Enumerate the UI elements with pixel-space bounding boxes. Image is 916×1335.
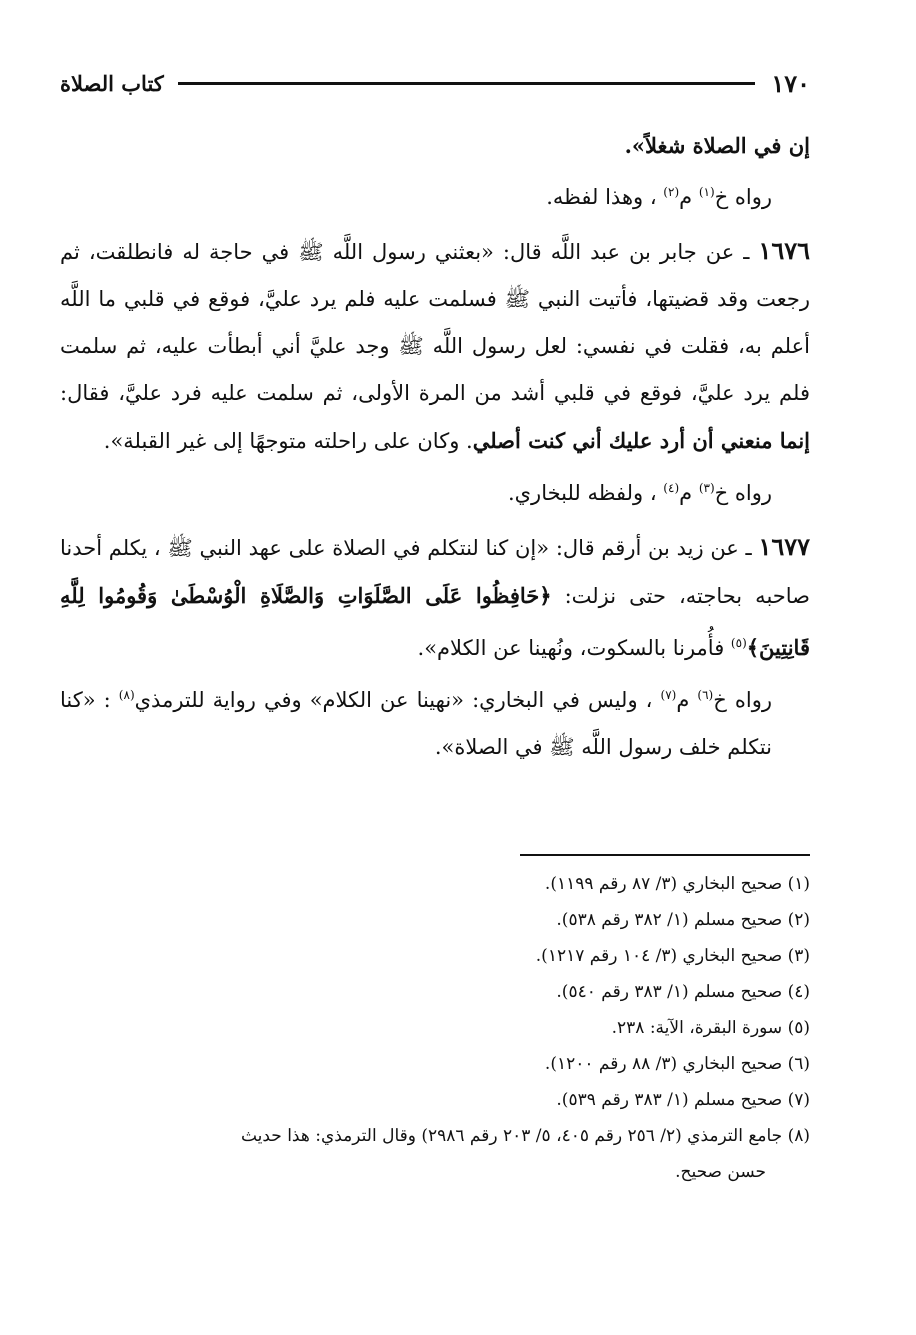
footnote-4: (٤) صحيح مسلم (١/ ٣٨٣ رقم ٥٤٠). [556, 982, 810, 1002]
footnote-ref-5: (٥) [730, 636, 747, 650]
citation-tail: ، وهذا لفظه. [546, 185, 664, 209]
hadith-text-end: فأُمرنا بالسكوت، ونُهينا عن الكلام». [417, 636, 731, 660]
footnotes [60, 866, 810, 1190]
citation-rawah: رواه خ [714, 185, 772, 209]
citation-rawah: رواه خ [714, 481, 772, 505]
book-title: كتاب الصلاة [60, 70, 164, 96]
footnote-8 [60, 1118, 810, 1190]
hadith-number: ١٦٧٦ [758, 236, 810, 265]
hadith-number: ١٦٧٧ [758, 532, 810, 561]
hadith-1677-citation [60, 672, 810, 771]
quran-verse: ﴿حَافِظُوا عَلَى الصَّلَوَاتِ وَالصَّلَاةِ الْوُسْطَىٰ وَقُومُوا لِلَّهِ قَانِتِينَ﴾ [60, 583, 810, 660]
hadith-text: ـ عن جابر بن عبد اللَّه قال: «بعثني رسول اللَّه ﷺ في حاجة له فانطلقت، ثم رجعت وقد قضيتها، فأتيت النبي ﷺ فسلمت عليه فلم يرد عليَّ، فوقع في قلبي ما اللَّه أعلم به، فقلت في نفسي: لعل رسول اللَّه ﷺ وجد عليَّ أني أبطأت عليه، ثم سلمت فلم يرد عليَّ، فوقع في قلبي أشد من المرة الأولى، ثم سلمت عليه فرد عليَّ، فقال: [60, 240, 810, 405]
citation-tail: ، ولفظه للبخاري. [507, 481, 664, 505]
footnote-3: (٣) صحيح البخاري (٣/ ١٠٤ رقم ١٢١٧). [535, 946, 810, 966]
citation-tail-end: : «كنا نتكلم خلف رسول اللَّه ﷺ في الصلاة». [60, 688, 772, 759]
citation-tail: ، وليس في البخاري: «نهينا عن الكلام» وفي رواية للترمذي [134, 688, 661, 712]
footnote-7: (٧) صحيح مسلم (١/ ٣٨٣ رقم ٥٣٩). [556, 1090, 810, 1110]
header-rule [178, 82, 756, 85]
footnote-5: (٥) سورة البقرة، الآية: ٢٣٨. [611, 1018, 810, 1038]
footnote-8-line-1: (٨) جامع الترمذي (٢/ ٢٥٦ رقم ٤٠٥، ٥/ ٢٠٣ رقم ٢٩٨٦) وقال الترمذي: هذا حديث [240, 1126, 810, 1146]
footnote-1: (١) صحيح البخاري (٣/ ٨٧ رقم ١١٩٩). [544, 874, 810, 894]
main-text [60, 122, 810, 771]
footnote-ref-4: (٤) [663, 481, 680, 495]
footnote-2: (٢) صحيح مسلم (١/ ٣٨٢ رقم ٥٣٨). [556, 910, 810, 930]
book-page [60, 60, 810, 1290]
page-header [60, 68, 810, 98]
intro-quote-end: إن في الصلاة شغلاً». [624, 133, 810, 158]
hadith-bold-text: إنما منعني أن أرد عليك أني كنت أصلي [472, 428, 810, 453]
citation-m: م [676, 688, 698, 712]
footnote-ref-6: (٦) [697, 688, 714, 702]
footnote-ref-1: (١) [698, 185, 715, 199]
page-number: ١٧٠ [771, 68, 810, 98]
hadith-1676 [60, 227, 810, 465]
footnote-ref-8: (٨) [118, 688, 135, 702]
citation-m: م [679, 185, 699, 209]
footnote-separator [520, 854, 810, 856]
hadith-1676-citation [60, 465, 810, 517]
footnote-6: (٦) صحيح البخاري (٣/ ٨٨ رقم ١٢٠٠). [544, 1054, 810, 1074]
footnote-ref-7: (٧) [660, 688, 677, 702]
hadith-text-end: . وكان على راحلته متوجهًا إلى غير القبلة». [103, 429, 473, 453]
hadith-text: ـ عن زيد بن أرقم قال: «إن كنا لنتكلم في الصلاة على عهد النبي ﷺ ، يكلم أحدنا صاحبه بحاجته، حتى نزلت: [60, 536, 810, 608]
footnote-8-line-2: حسن صحيح. [675, 1162, 766, 1182]
hadith-1677 [60, 523, 810, 672]
footnote-ref-3: (٣) [698, 481, 715, 495]
intro-citation [60, 169, 810, 221]
citation-m: م [679, 481, 699, 505]
footnote-ref-2: (٢) [663, 185, 680, 199]
citation-rawah: رواه خ [713, 688, 772, 712]
